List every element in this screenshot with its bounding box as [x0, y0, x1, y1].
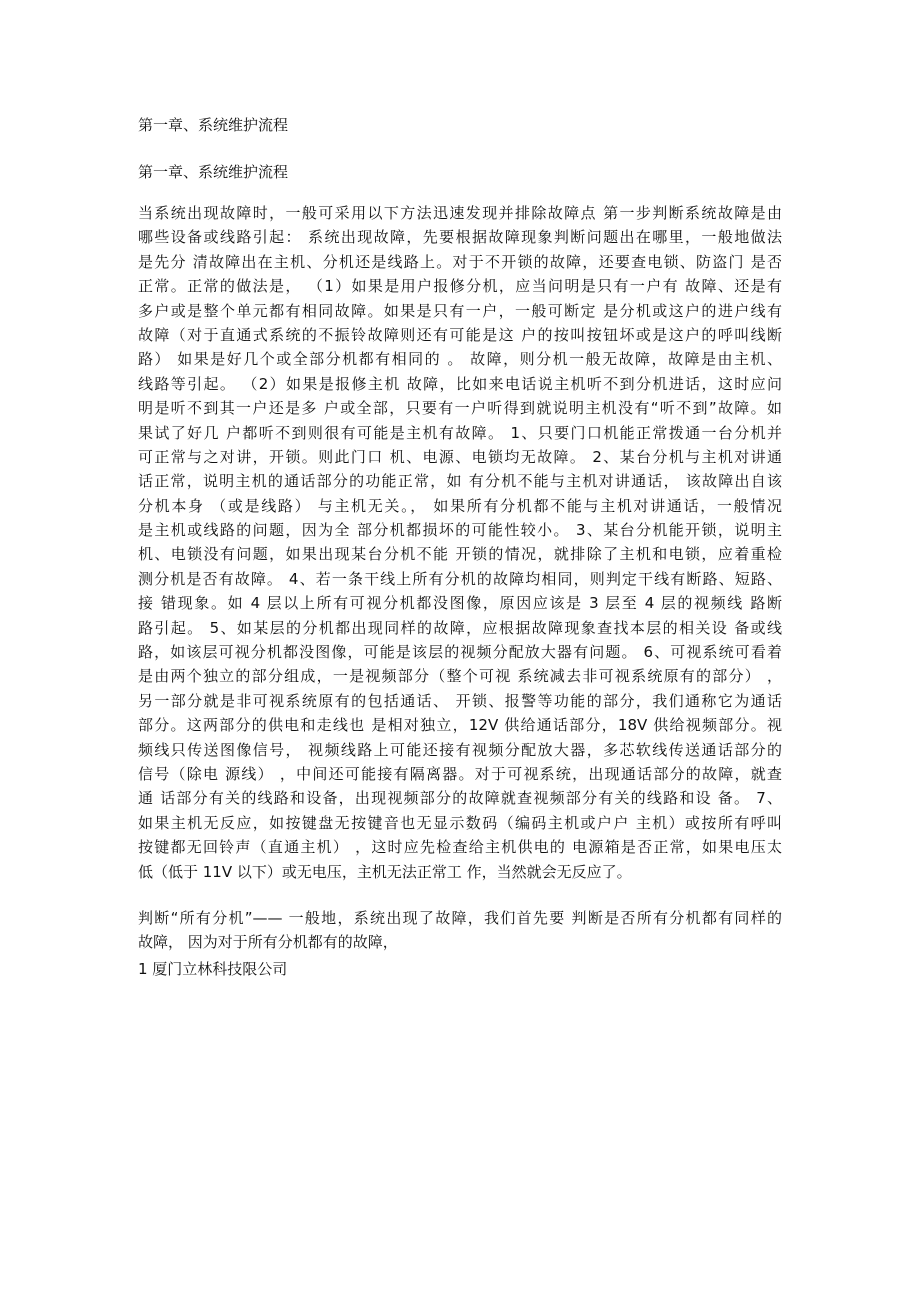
text-line: 是先分 清故障出在主机、分机还是线路上。对于不开锁的故障，还要查电锁、防盗门 是否 — [138, 252, 782, 271]
text-line: 频线只传送图像信号， 视频线路上可能还接有视频分配放大器，多芯软线传送通话部分的 — [138, 740, 782, 759]
text-line: 可正常与之对讲，开锁。则此门口 机、电源、电锁均无故障。 2、某台分机与主机对讲通 — [138, 447, 782, 466]
chapter-title: 第一章、系统维护流程 — [138, 116, 289, 134]
text-line: 是由两个独立的部分组成，一是视频部分（整个可视 系统减去非可视系统原有的部分） ， — [138, 667, 782, 686]
text-line: 故障（对于直通式系统的不振铃故障则还有可能是这 户的按叫按钮坏或是这户的呼叫线断 — [138, 325, 782, 344]
text-line: 哪些设备或线路引起： 系统出现故障，先要根据故障现象判断问题出在哪里，一般地做法 — [138, 228, 782, 247]
text-line: 测分机是否有故障。 4、若一条干线上所有分机的故障均相同，则判定干线有断路、短路、 — [138, 569, 782, 588]
text-line: 果试了好几 户都听不到则很有可能是主机有故障。 1、只要门口机能正常拨通一台分机并 — [138, 423, 782, 442]
text-line: 通 话部分有关的线路和设备，出现视频部分的故障就查视频部分有关的线路和设 备。 7、 — [138, 789, 782, 808]
text-line: 判断“所有分机”—— 一般地，系统出现了故障，我们首先要 判断是否所有分机都有同样的 — [138, 909, 782, 927]
text-line: 路） 如果是好几个或全部分机都有相同的 。 故障，则分机一般无故障，故障是由主机、 — [138, 350, 782, 369]
text-line: 低（低于 11V 以下）或无电压，主机无法正常工 作，当然就会无反应了。 — [138, 862, 632, 881]
text-line: 如果主机无反应，如按键盘无按键音也无显示数码（编码主机或户户 主机）或按所有呼叫 — [138, 813, 782, 832]
body-paragraph — [138, 201, 782, 884]
text-line: 线路等引起。 （2）如果是报修主机 故障，比如来电话说主机听不到分机进话，这时应问 — [138, 374, 782, 393]
text-line: 话正常，说明主机的通话部分的功能正常，如 有分机不能与主机对讲通话， 该故障出自该 — [138, 472, 782, 491]
text-line: 按键都无回铃声（直通主机） ，这时应先检查给主机供电的 电源箱是否正常，如果电压太 — [138, 838, 782, 857]
body-paragraph-2 — [138, 906, 782, 955]
text-line: 机、电锁没有问题，如果出现某台分机不能 开锁的情况，就排除了主机和电锁，应着重检 — [138, 545, 782, 564]
text-line: 路，如该层可视分机都没图像，可能是该层的视频分配放大器有问题。 6、可视系统可看着 — [138, 643, 782, 662]
text-line: 分机本身 （或是线路） 与主机无关。， 如果所有分机都不能与主机对讲通话，一般情况 — [138, 496, 782, 515]
text-line: 故障， 因为对于所有分机都有的故障， — [138, 933, 398, 952]
text-line: 是主机或线路的问题，因为全 部分机都损坏的可能性较小。 3、某台分机能开锁，说明主 — [138, 521, 782, 540]
text-line: 明是听不到其一户还是多 户或全部，只要有一户听得到就说明主机没有“听不到”故障。如 — [138, 399, 782, 418]
footer-company: 1 厦门立林科技限公司 — [138, 960, 288, 978]
text-line: 另一部分就是非可视系统原有的包括通话、 开锁、报警等功能的部分，我们通称它为通话 — [138, 691, 782, 710]
text-line: 路引起。 5、如某层的分机都出现同样的故障，应根据故障现象查找本层的相关设 备或线 — [138, 618, 782, 637]
text-line: 当系统出现故障时，一般可采用以下方法迅速发现并排除故障点 第一步判断系统故障是由 — [138, 204, 782, 222]
text-line: 多户或是整个单元都有相同故障。如果是只有一户，一般可断定 是分机或这户的进户线有 — [138, 301, 782, 320]
text-line: 正常。正常的做法是， （1）如果是用户报修分机，应当问明是只有一户有 故障、还是有 — [138, 277, 782, 296]
text-line: 信号（除电 源线） ，中间还可能接有隔离器。对于可视系统，出现通话部分的故障，就查 — [138, 764, 782, 783]
text-line: 接 错现象。如 4 层以上所有可视分机都没图像，原因应该是 3 层至 4 层的视频线 路断 — [138, 594, 782, 613]
chapter-title-repeat: 第一章、系统维护流程 — [138, 163, 289, 181]
text-line: 部分。这两部分的供电和走线也 是相对独立，12V 供给通话部分，18V 供给视频部分。视 — [138, 716, 782, 735]
